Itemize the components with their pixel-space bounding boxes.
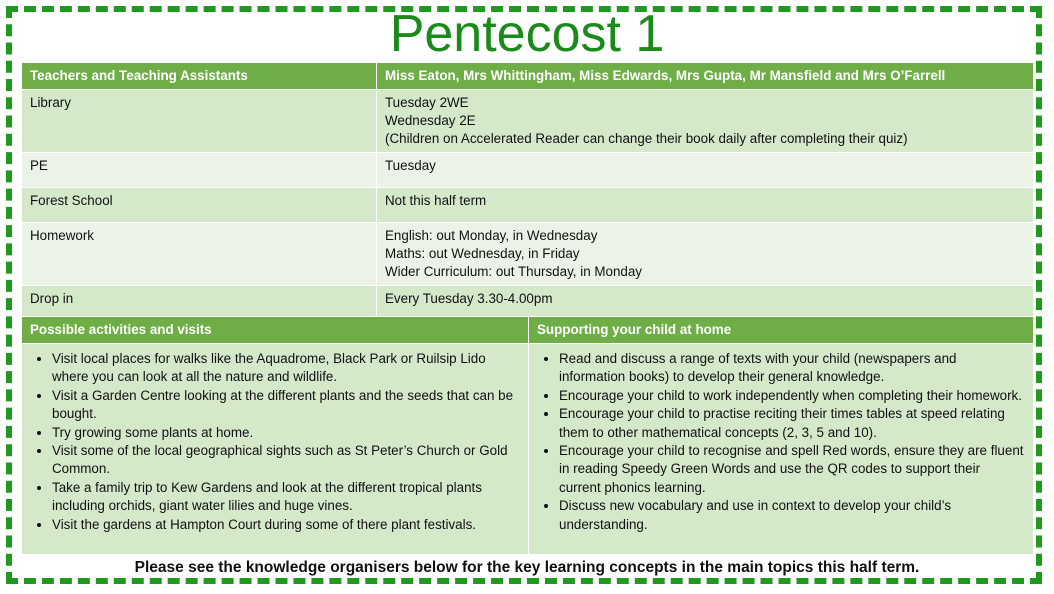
info-value-line: Wider Curriculum: out Thursday, in Monday bbox=[385, 264, 642, 279]
info-value-line: Not this half term bbox=[385, 193, 487, 208]
info-value bbox=[377, 153, 1034, 188]
bullet-item: • Visit a Garden Centre looking at the different plants and the seeds that can be bought. bbox=[52, 387, 520, 424]
info-value-line: English: out Monday, in Wednesday bbox=[385, 228, 598, 243]
activities-header-row bbox=[22, 317, 1034, 344]
activities-row bbox=[22, 344, 1034, 555]
bullet-item: • Visit the gardens at Hampton Court during some of there plant festivals. bbox=[52, 516, 520, 534]
info-row bbox=[22, 153, 1034, 188]
info-value bbox=[377, 90, 1034, 153]
bullet-item: • Encourage your child to practise reciting their times tables at speed relating them to other mathematical concepts (2, 3, 5 and 10). bbox=[559, 405, 1025, 442]
info-value-line: (Children on Accelerated Reader can change their book daily after completing their quiz) bbox=[385, 131, 908, 146]
bullet-item: • Encourage your child to work independently when completing their homework. bbox=[559, 387, 1025, 405]
bullet-item: • Encourage your child to recognise and spell Red words, ensure they are fluent in reading Speedy Green Words and use the QR codes to support their current phonics learning. bbox=[559, 442, 1025, 497]
info-value bbox=[377, 223, 1034, 286]
support-cell bbox=[529, 344, 1034, 555]
staff-row bbox=[22, 63, 1034, 90]
info-value bbox=[377, 188, 1034, 223]
activities-heading: Possible activities and visits bbox=[22, 317, 529, 344]
info-row bbox=[22, 223, 1034, 286]
info-value-line: Tuesday 2WE bbox=[385, 95, 469, 110]
support-list bbox=[537, 350, 1025, 534]
activities-list bbox=[30, 350, 520, 534]
info-value-line: Maths: out Wednesday, in Friday bbox=[385, 246, 580, 261]
info-value-line: Miss Eaton, Mrs Whittingham, Miss Edwards, Mrs Gupta, Mr Mansfield and Mrs O’Farrell bbox=[385, 68, 946, 83]
info-label: Homework bbox=[22, 223, 377, 286]
info-label: Library bbox=[22, 90, 377, 153]
bullet-item: • Take a family trip to Kew Gardens and look at the different tropical plants including orchids, giant water lilies and huge vines. bbox=[52, 479, 520, 516]
info-value-line: Every Tuesday 3.30-4.00pm bbox=[385, 291, 553, 306]
info-label: Teachers and Teaching Assistants bbox=[22, 63, 377, 90]
activities-cell bbox=[22, 344, 529, 555]
info-value-line: Tuesday bbox=[385, 158, 436, 173]
support-heading: Supporting your child at home bbox=[529, 317, 1034, 344]
info-label: PE bbox=[22, 153, 377, 188]
info-value bbox=[377, 63, 1034, 90]
page-title: Pentecost 1 bbox=[389, 5, 665, 63]
info-value-line: Wednesday 2E bbox=[385, 113, 476, 128]
info-row bbox=[22, 286, 1034, 317]
bullet-item: • Discuss new vocabulary and use in context to develop your child’s understanding. bbox=[559, 497, 1025, 534]
info-value bbox=[377, 286, 1034, 317]
info-label: Forest School bbox=[22, 188, 377, 223]
footer-note: Please see the knowledge organisers below for the key learning concepts in the main topics this half term. bbox=[134, 559, 920, 576]
bullet-item: • Visit some of the local geographical sights such as St Peter’s Church or Gold Common. bbox=[52, 442, 520, 479]
info-label: Drop in bbox=[22, 286, 377, 317]
bullet-item: • Visit local places for walks like the Aquadrome, Black Park or Ruilsip Lido where you can look at all the nature and wildlife. bbox=[52, 350, 520, 387]
info-table bbox=[21, 62, 1034, 555]
info-row bbox=[22, 90, 1034, 153]
bullet-item: • Try growing some plants at home. bbox=[52, 424, 520, 442]
info-row bbox=[22, 188, 1034, 223]
bullet-item: • Read and discuss a range of texts with your child (newspapers and information books) to develop their general knowledge. bbox=[559, 350, 1025, 387]
